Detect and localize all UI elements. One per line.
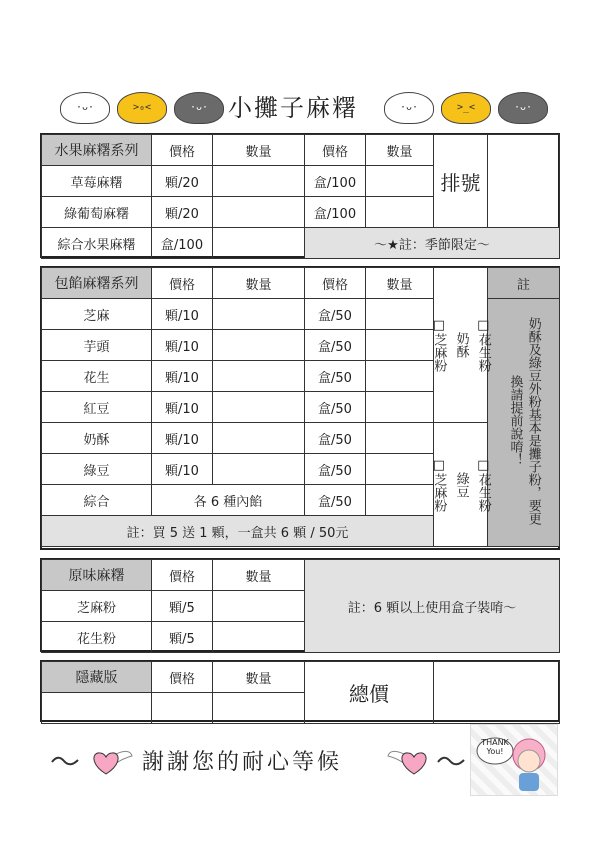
price-header: 價格 — [305, 268, 366, 299]
option-sesame[interactable]: □芝麻粉 — [431, 318, 447, 372]
item-price: 盒/50 — [305, 299, 366, 330]
item-price: 盒/100 — [305, 166, 366, 197]
wavy-dash-icon — [436, 752, 466, 768]
mochi-face-icon-3: ·ᴗ· — [174, 92, 224, 124]
item-name: 紅豆 — [42, 392, 152, 423]
mix-description: 各 6 種內餡 — [152, 485, 305, 516]
qty-field[interactable] — [366, 166, 434, 197]
qty-header: 數量 — [213, 268, 305, 299]
qty-field[interactable] — [366, 423, 434, 454]
mochi-face-icon-2: >₀< — [117, 92, 167, 124]
page-title: 小攤子麻糬 — [228, 94, 358, 122]
option-title: 綠豆 — [453, 471, 469, 498]
promo-note: 註：買 5 送 1 顆，一盒共 6 顆 / 50元 — [42, 516, 434, 547]
sticker-text: THANK You! — [481, 738, 509, 756]
winged-heart-icon — [386, 748, 434, 776]
item-price: 顆/10 — [152, 299, 213, 330]
filled-table — [41, 267, 560, 547]
qty-field[interactable] — [213, 228, 305, 259]
item-price: 盒/50 — [305, 361, 366, 392]
qty-header: 數量 — [213, 135, 305, 166]
qty-field[interactable] — [213, 693, 305, 724]
mochi-face-icon-1: ·ᴗ· — [60, 92, 110, 124]
item-name: 綠葡萄麻糬 — [42, 197, 152, 228]
qty-field[interactable] — [366, 392, 434, 423]
wavy-dash-icon — [50, 752, 80, 768]
hidden-price-field[interactable] — [152, 693, 213, 724]
item-price: 顆/10 — [152, 454, 213, 485]
price-header: 價格 — [152, 662, 213, 693]
qty-field[interactable] — [366, 485, 434, 516]
winged-heart-icon — [86, 748, 134, 776]
box-note: 註：6 顆以上使用盒子裝唷～ — [305, 560, 560, 653]
qty-field[interactable] — [213, 392, 305, 423]
fruit-header-row — [42, 135, 560, 166]
thank-you-sticker — [470, 724, 558, 796]
item-price: 顆/10 — [152, 392, 213, 423]
qty-field[interactable] — [213, 299, 305, 330]
price-header: 價格 — [152, 560, 213, 591]
qty-field[interactable] — [366, 361, 434, 392]
item-name: 花生 — [42, 361, 152, 392]
filled-header-row — [42, 268, 560, 299]
qty-header: 數量 — [366, 268, 434, 299]
item-name: 綜合 — [42, 485, 152, 516]
item-name: 芝麻 — [42, 299, 152, 330]
item-price: 盒/50 — [305, 392, 366, 423]
qty-field[interactable] — [213, 330, 305, 361]
fruit-series-header: 水果麻糬系列 — [42, 135, 152, 166]
item-name: 綠豆 — [42, 454, 152, 485]
item-price: 盒/50 — [305, 423, 366, 454]
total-label: 總價 — [305, 662, 434, 724]
hidden-header-row — [42, 662, 560, 693]
qty-field[interactable] — [213, 622, 305, 653]
qty-field[interactable] — [213, 197, 305, 228]
plain-header-row — [42, 560, 560, 591]
note-header: 註 — [488, 268, 560, 299]
hidden-table — [41, 661, 560, 724]
qty-field[interactable] — [213, 166, 305, 197]
item-name: 草莓麻糬 — [42, 166, 152, 197]
price-header: 價格 — [152, 135, 213, 166]
item-name: 綜合水果麻糬 — [42, 228, 152, 259]
option-peanut[interactable]: □花生粉 — [475, 318, 491, 372]
qty-field[interactable] — [213, 423, 305, 454]
mochi-face-icon-4: ·ᴗ· — [384, 92, 434, 124]
item-name: 奶酥 — [42, 423, 152, 454]
hidden-name-field[interactable] — [42, 693, 152, 724]
item-price: 顆/20 — [152, 197, 213, 228]
price-header: 價格 — [152, 268, 213, 299]
thank-you-message: 謝謝您的耐心等候 — [142, 750, 343, 775]
total-field[interactable] — [434, 662, 560, 724]
item-name: 花生粉 — [42, 622, 152, 653]
price-header: 價格 — [305, 135, 366, 166]
hidden-series-header: 隱藏版 — [42, 662, 152, 693]
queue-number-field[interactable] — [488, 135, 560, 228]
queue-number-label: 排號 — [434, 135, 488, 228]
qty-field[interactable] — [366, 197, 434, 228]
item-price: 顆/10 — [152, 361, 213, 392]
qty-field[interactable] — [213, 361, 305, 392]
table-row — [42, 423, 560, 454]
item-price: 顆/10 — [152, 330, 213, 361]
option-title: 奶酥 — [453, 332, 469, 358]
qty-header: 數量 — [213, 662, 305, 693]
green-bean-powder-options — [431, 423, 491, 547]
item-price: 盒/50 — [305, 330, 366, 361]
item-name: 芋頭 — [42, 330, 152, 361]
item-price: 盒/50 — [305, 485, 366, 516]
mochi-face-icon-6: ·ᴗ· — [498, 92, 548, 124]
item-price: 顆/20 — [152, 166, 213, 197]
fruit-table — [41, 134, 560, 259]
mochi-face-icon-5: >_< — [441, 92, 491, 124]
qty-field[interactable] — [366, 330, 434, 361]
item-price: 盒/100 — [152, 228, 213, 259]
qty-field[interactable] — [366, 299, 434, 330]
item-price: 顆/5 — [152, 591, 213, 622]
qty-header: 數量 — [213, 560, 305, 591]
seasonal-note: ～★註：季節限定～ — [305, 228, 560, 259]
item-price: 盒/50 — [305, 454, 366, 485]
table-row — [42, 228, 560, 259]
nai-su-powder-options — [431, 268, 491, 423]
qty-field[interactable] — [213, 454, 305, 485]
option-sesame[interactable]: □芝麻粉 — [431, 457, 447, 512]
plain-series-header: 原味麻糬 — [42, 560, 152, 591]
item-name: 芝麻粉 — [42, 591, 152, 622]
item-price: 顆/10 — [152, 423, 213, 454]
plain-table — [41, 559, 560, 653]
item-price: 盒/100 — [305, 197, 366, 228]
option-peanut[interactable]: □花生粉 — [475, 457, 491, 512]
qty-field[interactable] — [213, 591, 305, 622]
item-price: 顆/5 — [152, 622, 213, 653]
filled-series-header: 包餡麻糬系列 — [42, 268, 152, 299]
qty-field[interactable] — [366, 454, 434, 485]
qty-header: 數量 — [366, 135, 434, 166]
powder-note: 奶酥及綠豆外粉基本是攤子粉，要更換請提前說唷！ — [488, 299, 560, 547]
